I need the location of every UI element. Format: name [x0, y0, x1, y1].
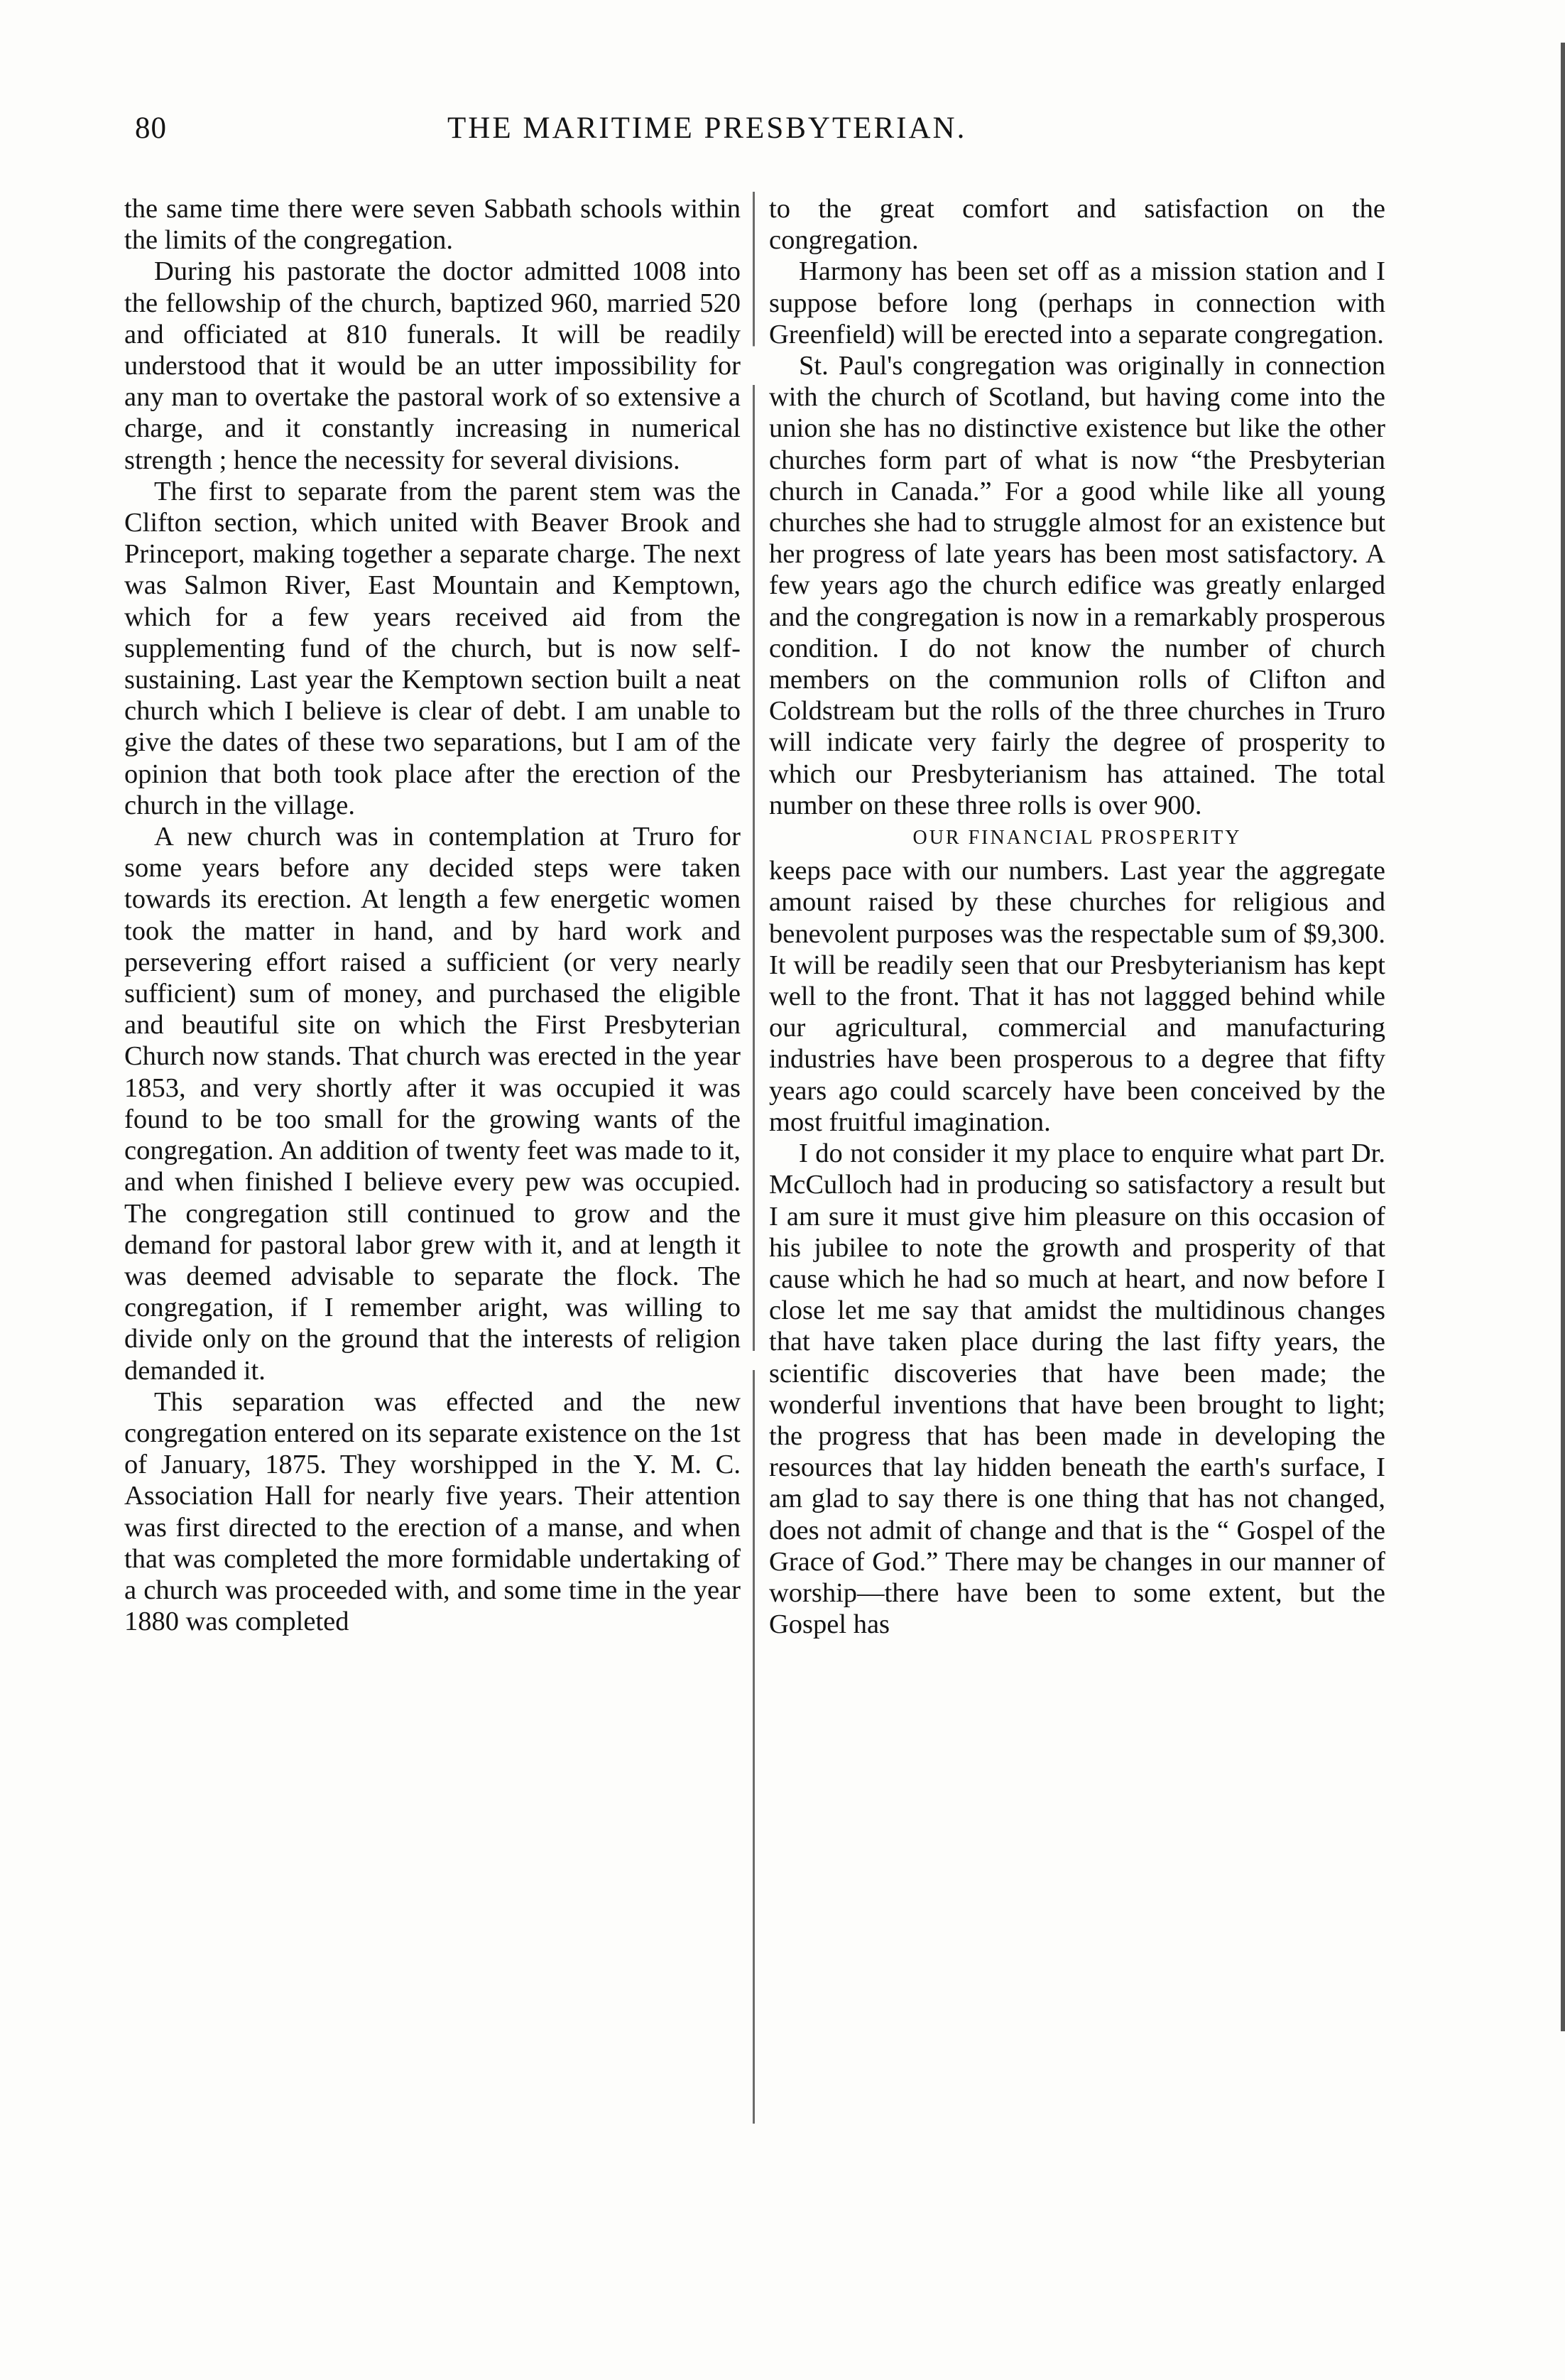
paragraph: keeps pace with our numbers. Last year the aggregate amount raised by these churches for religious and benevolent purposes was the respectable sum of $9,300. It will be readily seen that our Presbyterianism has kept well to the front. That it has not laggged behind while our agricultural, commercial and manufacturing industries have been prosperous to a degree that fifty years ago could scarcely have been conceived by the most fruitful imagination. — [769, 856, 1385, 1137]
running-title: THE MARITIME PRESBYTERIAN. — [447, 112, 967, 145]
right-column — [769, 193, 1385, 1640]
paragraph: I do not consider it my place to enquire what part Dr. McCulloch had in producing so satisfactory a result but I am sure it must give him pleasure on this occasion of his jubilee to note the growth and prosperity of that cause which he had so much at heart, and now before I close let me say that amidst the multidinous changes that have taken place during the last fifty years, the scientific discoveries that have been made; the wonderful inventions that have been brought to light; the progress that has been made in developing the resources that lay hidden beneath the earth's surface, I am glad to say there is one thing that has not changed, does not admit of change and that is the “ Gospel of the Grace of God.” There may be changes in our manner of worship—there have been to some extent, but the Gospel has — [769, 1139, 1385, 1640]
page-number: 80 — [135, 112, 167, 145]
paragraph: A new church was in contemplation at Truro for some years before any decided steps were taken towards its erection. At length a few energetic women took the matter in hand, and by hard work and persevering effort raised a sufficient (or very nearly sufficient) sum of money, and purchased the eligible and beautiful site on which the First Presbyterian Church now stands. That church was erected in the year 1853, and very shortly after it was occupied it was found to be too small for the growing wants of the congregation. An addition of twenty feet was made to it, and when finished I believe every pew was occupied. The congregation still continued to grow and the demand for pastoral labor grew with it, and at length it was deemed advisable to separate the flock. The congregation, if I remember aright, was willing to divide only on the ground that the interests of religion demanded it. — [124, 822, 741, 1386]
page-edge-mark — [1561, 43, 1565, 2031]
left-column — [124, 193, 741, 1637]
paragraph: to the great comfort and satisfaction on the congregation. — [769, 194, 1385, 256]
paragraph: St. Paul's congregation was originally in connection with the church of Scotland, but having come into the union she has no distinctive existence but like the other churches form part of what is now “the Presbyterian church in Canada.” For a good while like all young churches she had to struggle almost for an existence but her progress of late years has been most satisfactory. A few years ago the church edifice was greatly enlarged and the congregation is now in a remarkably prosperous condition. I do not know the number of church members on the communion rolls of Clifton and Coldstream but the rolls of the three churches in Truro will indicate very fairly the degree of prosperity to which our Presbyterianism has attained. The total number on these three rolls is over 900. — [769, 351, 1385, 820]
paragraph: During his pastorate the doctor admitted 1008 into the fellowship of the church, baptized 960, married 520 and officiated at 810 funerals. It will be readily understood that it would be an utter impossibility for any man to overtake the pastoral work of so extensive a charge, and it constantly increasing in numerical strength ; hence the necessity for several divisions. — [124, 256, 741, 475]
page-header — [128, 107, 1378, 163]
column-divider — [753, 192, 755, 2124]
paragraph: This separation was effected and the new congregation entered on its separate existence on the 1st of January, 1875. They worshipped in the Y. M. C. Association Hall for nearly five years. Their attention was first directed to the erection of a manse, and when that was completed the more formidable undertaking of a church was proceeded with, and some time in the year 1880 was completed — [124, 1386, 741, 1637]
section-heading: OUR FINANCIAL PROSPERITY — [912, 827, 1242, 849]
paragraph: The first to separate from the parent stem was the Clifton section, which united with Beaver Brook and Princeport, making together a separate charge. The next was Salmon River, East Mountain and Kemptown, which for a few years received aid from the supplementing fund of the church, but is now self-sustaining. Last year the Kemptown section built a neat church which I believe is clear of debt. I am unable to give the dates of these two separations, but I am of the opinion that both took place after the erection of the church in the village. — [124, 476, 741, 820]
paragraph: Harmony has been set off as a mission station and I suppose before long (perhaps in connection with Greenfield) will be erected into a separate congregation. — [769, 256, 1385, 349]
paragraph: the same time there were seven Sabbath schools within the limits of the congregation. — [124, 194, 741, 256]
